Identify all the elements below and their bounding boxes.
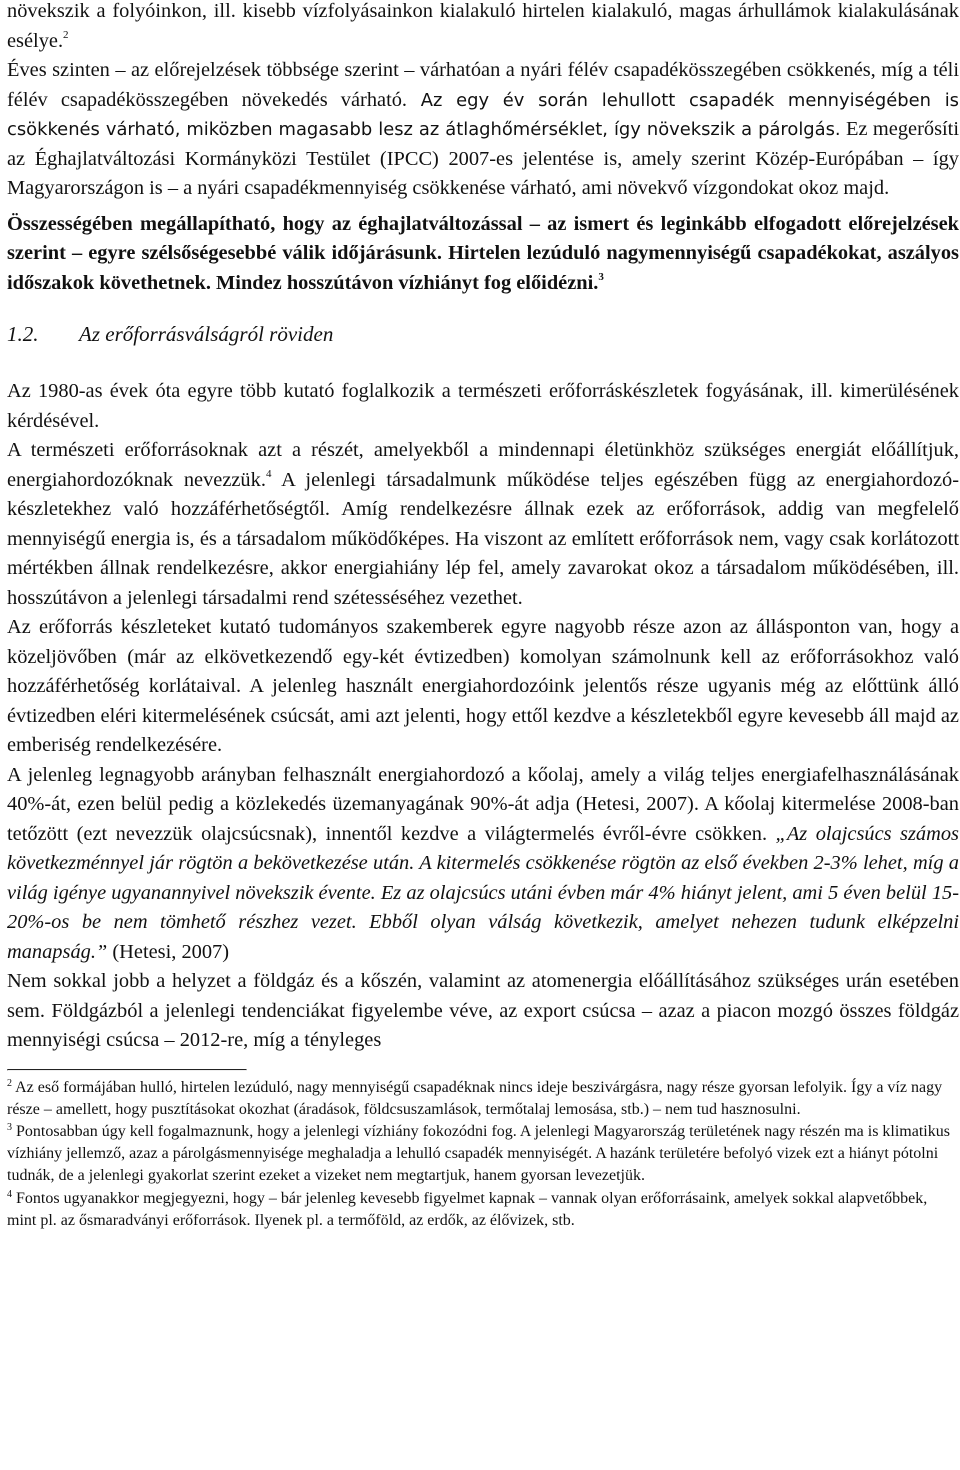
footnote-text: Pontosabban úgy kell fogalmaznunk, hogy a jelenlegi vízhiány fokozódni fog. A jelenlegi Magyarország területének nagy részén ma is klimatikus vízhiány jellemző, azaz a párolgásmennyisége meghaladja a lehulló csapadék mennyiségét. A hazánk területére befolyó vizek ezt a hiányt pótolni tudnák, de a jelenlegi gyakorlat szerint ezeket a vizeket nem megtartjuk, hanem gyorsan levezetjük. <box>7 1122 950 1185</box>
footnote-divider <box>7 1069 247 1071</box>
paragraph-intro: Az 1980-as évek óta egyre több kutató foglalkozik a természeti erőforráskészletek fogyásának, ill. kimerülésének kérdésével. <box>7 380 959 432</box>
paragraph-energy-carriers <box>7 436 959 613</box>
climate-text-b: Éves szinten – az előrejelzések többsége szerint – várhatóan a nyári félév csapadékösszegében csökkenés, míg a téli félév csapadékösszegében növekedés várható. <box>7 59 959 111</box>
oil-text-a: A jelenleg legnagyobb arányban felhasznált energiahordozó a kőolaj, amely a világ teljes energiafelhasználásának 40%-át, ezen belül pedig a közlekedés üzemanyagának 90%-át adja (Hetesi, 2007). A kőolaj kitermelése 2008-ban tetőzött (ezt nevezzük olajcsúcsnak), innentől kezdve a világtermelés évről-évre csökken. <box>7 763 959 845</box>
climate-text-a: növekszik a folyóinkon, ill. kisebb vízfolyásainkon kialakuló hirtelen kialakuló, magas árhullámok kialakulásának esélye. <box>7 0 959 52</box>
energy-text-a: A természeti erőforrásoknak azt a részét, amelyekből a mindennapi életünkhöz szükséges energiát előállítjuk, energiahordozóknak nevezzük. <box>7 439 959 491</box>
footnote-ref-2[interactable]: 2 <box>63 28 69 41</box>
footnote-ref-3[interactable]: 3 <box>598 270 604 283</box>
summary-text: Összességében megállapítható, hogy az éghajlatváltozással – az ismert és leginkább elfogadott előrejelzések szerint – egyre szélsőségesebbé válik időjárásunk. Hirtelen lezúduló nagymennyiségű csapadékokat, aszályos időszakok követhetnek. Mindez hosszútávon vízhiányt fog előidézni. <box>7 212 959 294</box>
energy-text-b: A jelenlegi társadalmunk működése teljes egészében függ az energiahordozó-készletekhez való hozzáférhetőségtől. Amíg rendelkezésre állnak ezek az erőforrások, addig van megfelelő mennyiségű energia is, és a társadalom működőképes. Ha viszont az említett erőforrások nem, vagy csak korlátozott mértékben állnak rendelkezésre, akkor energiahiány lép fel, amely zavarokat okoz a társadalom működésében, ill. hosszútávon a jelenlegi társadalmi rend szétesséséhez vezethet. <box>7 468 959 609</box>
oil-quote: „Az olajcsúcs számos következménnyel jár rögtön a bekövetkezése után. A kitermelés csökkenése rögtön az első években 2-3% lehet, míg a világ igénye ugyanannyivel növekszik évente. Ez az olajcsúcs utáni évben már 4% hiányt jelent, ami 5 éven belül 15-20%-os be nem tömhető részhez vezet. Ebből olyan válság következik, amelyet nehezen tudunk elképzelni manapság.” <box>7 822 959 963</box>
section-title: Az erőforrásválságról röviden <box>79 322 334 346</box>
section-number: 1.2. <box>7 322 39 346</box>
document-page <box>7 0 959 1232</box>
paragraph-oil <box>7 761 959 968</box>
footnote-3 <box>7 1121 959 1188</box>
footnote-4 <box>7 1188 959 1232</box>
paragraph-climate <box>7 0 959 204</box>
footnote-number: 2 <box>7 1077 12 1089</box>
paragraph-researchers: Az erőforrás készleteket kutató tudományos szakemberek egyre nagyobb része azon az állásponton van, hogy a közeljövőben (már az elkövetkezendő egy-két évtizedben) komolyan számolnunk kell az erőforrásokhoz való hozzáférhetőség korlátaival. A jelenleg használt energiahordozóink jelentős része ugyanis még az előttünk álló évtizedben eléri kitermelésének csúcsát, ami azt jelenti, hogy ettől kezdve a készletekből egyre kevesebb áll majd az emberiség rendelkezésére. <box>7 616 959 756</box>
climate-text-d: Ez megerősíti az Éghajlatváltozási Kormányközi Testület (IPCC) 2007-es jelentése is, amely szerint Közép-Európában – így Magyarországon is – a nyári csapadékmennyiség csökkenése várható, ami növekvő vízgondokat okoz majd. <box>7 118 960 199</box>
footnote-ref-4[interactable]: 4 <box>265 467 272 480</box>
paragraph-gas-coal: Nem sokkal jobb a helyzet a földgáz és a kőszén, valamint az atomenergia előállításához szükséges urán esetében sem. Földgázból a jelenlegi tendenciákat figyelembe véve, az export csúcsa – azaz a piacon mozgó összes földgáz mennyiségi csúcsa – 2012-re, míg a tényleges <box>7 970 959 1051</box>
section-heading <box>7 322 959 347</box>
footnote-number: 4 <box>7 1188 12 1200</box>
footnotes <box>7 1077 959 1232</box>
paragraph-summary <box>7 210 959 299</box>
footnote-text: Az eső formájában hulló, hirtelen lezúduló, nagy mennyiségű csapadéknak nincs ideje beszivárgásra, nagy része gyorsan lefolyik. Így a víz nagy része – amellett, hogy pusztításokat okozhat (áradások, földcsuszamlások, termőtalaj lemosása, stb.) – nem tud hasznosulni. <box>7 1078 943 1118</box>
footnote-number: 3 <box>7 1121 12 1133</box>
footnote-text: Fontos ugyanakkor megjegyezni, hogy – bár jelenleg kevesebb figyelmet kapnak – vannak olyan erőforrásaink, amelyek sokkal alapvetőbbek, mint pl. az ősmaradványi erőforrások. Ilyenek pl. a termőföld, az erdők, az élővizek, stb. <box>7 1189 928 1229</box>
climate-text-c: Az egy év során lehullott csapadék mennyiségében is csökkenés várható, miközben magasabb lesz az átlaghőmérséklet, így növekszik a párolgás. <box>7 89 959 140</box>
oil-citation: (Hetesi, 2007) <box>107 940 230 963</box>
footnote-2 <box>7 1077 959 1121</box>
